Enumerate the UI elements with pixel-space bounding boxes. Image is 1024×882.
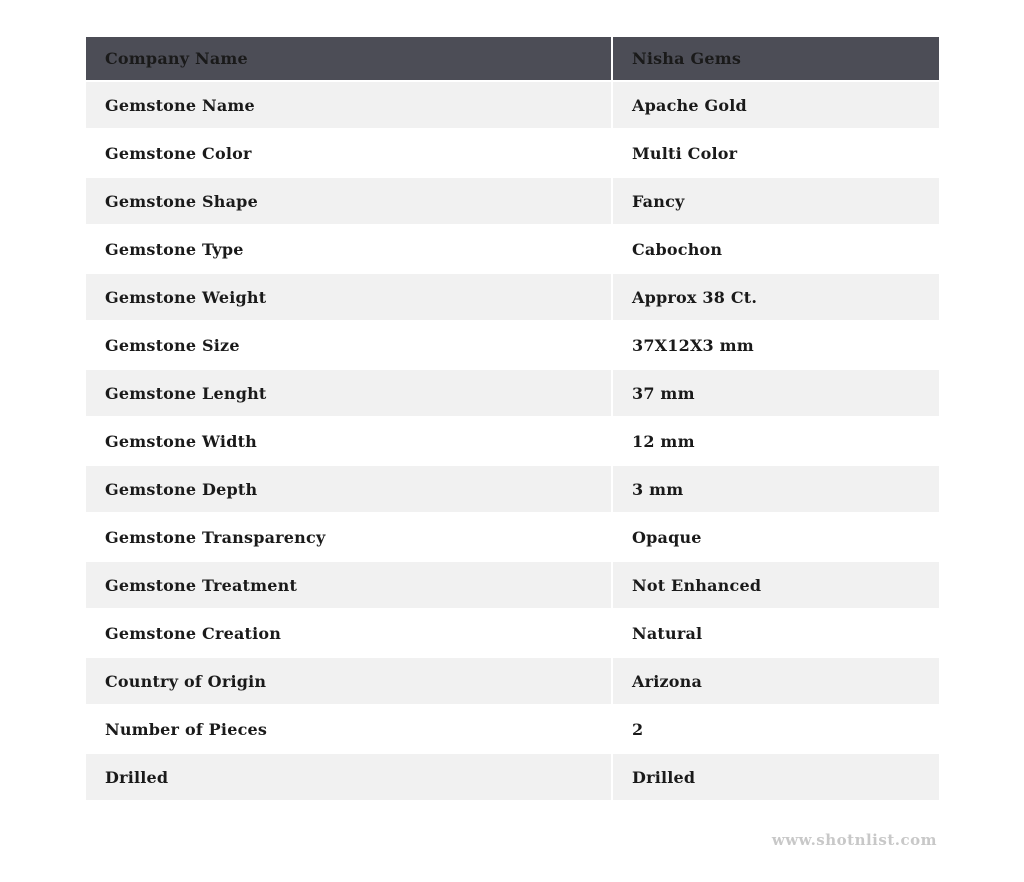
row-value: Approx 38 Ct.: [613, 274, 939, 320]
table-row-gemstone-weight: [86, 274, 939, 320]
table-row-gemstone-size: [86, 322, 939, 368]
table-row-gemstone-depth: [86, 466, 939, 512]
row-label: Gemstone Size: [86, 322, 611, 368]
row-label: Gemstone Lenght: [86, 370, 611, 416]
row-label: Gemstone Transparency: [86, 514, 611, 560]
row-label: Gemstone Depth: [86, 466, 611, 512]
row-value: Drilled: [613, 754, 939, 800]
table-row-gemstone-type: [86, 226, 939, 272]
table-header-row: [86, 37, 939, 80]
row-value: 37 mm: [613, 370, 939, 416]
header-value-cell: Nisha Gems: [613, 37, 939, 80]
row-value: Cabochon: [613, 226, 939, 272]
row-label: Gemstone Name: [86, 82, 611, 128]
row-value: 3 mm: [613, 466, 939, 512]
row-label: Drilled: [86, 754, 611, 800]
row-value: Opaque: [613, 514, 939, 560]
table-row-gemstone-color: [86, 130, 939, 176]
table-row-gemstone-width: [86, 418, 939, 464]
row-label: Gemstone Type: [86, 226, 611, 272]
row-label: Gemstone Treatment: [86, 562, 611, 608]
row-label: Gemstone Shape: [86, 178, 611, 224]
gemstone-spec-table: [86, 37, 939, 802]
table-row-gemstone-shape: [86, 178, 939, 224]
row-value: Natural: [613, 610, 939, 656]
watermark-text: www.shotnlist.com: [771, 831, 937, 849]
table-row-number-of-pieces: [86, 706, 939, 752]
row-label: Number of Pieces: [86, 706, 611, 752]
header-label-cell: Company Name: [86, 37, 611, 80]
row-value: Arizona: [613, 658, 939, 704]
table-row-gemstone-treatment: [86, 562, 939, 608]
table-row-drilled: [86, 754, 939, 800]
row-value: Fancy: [613, 178, 939, 224]
row-value: Apache Gold: [613, 82, 939, 128]
row-label: Gemstone Color: [86, 130, 611, 176]
table-row-gemstone-name: [86, 82, 939, 128]
table-row-gemstone-creation: [86, 610, 939, 656]
row-value: Multi Color: [613, 130, 939, 176]
row-label: Country of Origin: [86, 658, 611, 704]
table-row-gemstone-transparency: [86, 514, 939, 560]
row-label: Gemstone Creation: [86, 610, 611, 656]
row-label: Gemstone Weight: [86, 274, 611, 320]
table-row-country-of-origin: [86, 658, 939, 704]
row-value: Not Enhanced: [613, 562, 939, 608]
row-value: 12 mm: [613, 418, 939, 464]
row-value: 2: [613, 706, 939, 752]
row-label: Gemstone Width: [86, 418, 611, 464]
row-value: 37X12X3 mm: [613, 322, 939, 368]
table-row-gemstone-lenght: [86, 370, 939, 416]
